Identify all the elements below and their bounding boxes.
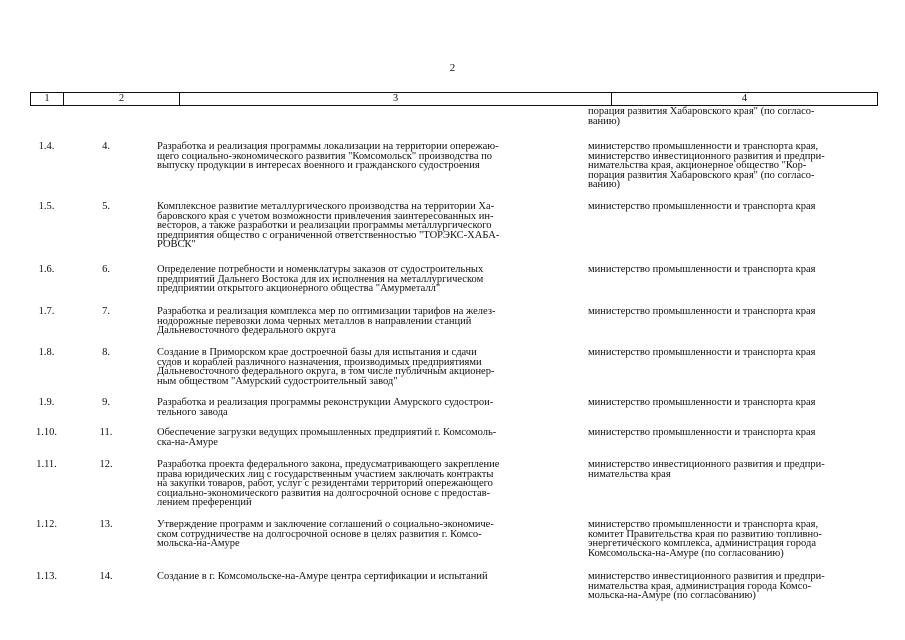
row-number: 1.5. bbox=[38, 201, 55, 212]
row-description: Разработка и реализация комплекса мер по оптимизации тарифов на желез- нодорожные перевозки лома черных металлов в направлении станций Дальневосточного федерального округа bbox=[157, 306, 496, 336]
row-responsible: министерство промышленности и транспорта края, комитет Правительства края по развитию топливно- энергетического комплекса, администрация города Комсомольска-на-Амуре (по согласованию) bbox=[588, 519, 822, 559]
row-number: 1.12. bbox=[36, 519, 57, 530]
row-index: 12. bbox=[99, 459, 113, 470]
row-responsible: министерство промышленности и транспорта края bbox=[588, 347, 816, 358]
row-number: 1.13. bbox=[36, 571, 57, 582]
row-index: 7. bbox=[102, 306, 110, 317]
row-index: 5. bbox=[102, 201, 110, 212]
row-number: 1.8. bbox=[38, 347, 55, 358]
row-description: Комплексное развитие металлургического производства на территории Ха- баровского края с учетом возможности привлечения заинтересованных ин- весторов, а также разработки и реализации программы металлургического предприятия общество с ограниченной ответственностью "ТОРЭКС-ХАБА- РОВСК" bbox=[157, 201, 500, 250]
header-col-1: 1 bbox=[31, 93, 64, 105]
row-responsible: министерство промышленности и транспорта края bbox=[588, 264, 816, 275]
table-header bbox=[30, 92, 878, 106]
header-col-3: 3 bbox=[180, 93, 612, 105]
header-col-4: 4 bbox=[741, 93, 748, 104]
row-responsible: министерство инвестиционного развития и предпри- нимательства края bbox=[588, 459, 825, 480]
row-description: Разработка проекта федерального закона, предусматривающего закрепление права юридических лиц с государственным участием заключать контракты на закупки товаров, работ, услуг с резидентами территорий опережающего социально-экономического развития на долгосрочной основе с предостав- лением преференций bbox=[157, 459, 500, 508]
row-description: Определение потребности и номенклатуры заказов от судостроительных предприятий Дальнего Востока для их исполнения на металлургическом предприятии открытого акционерного общества "Амурметалл" bbox=[157, 264, 484, 294]
row-description: Обеспечение загрузки ведущих промышленных предприятий г. Комсомоль- ска-на-Амуре bbox=[157, 427, 497, 448]
row-number: 1.10. bbox=[36, 427, 57, 438]
row-responsible: министерство промышленности и транспорта края bbox=[588, 306, 816, 317]
row-number: 1.11. bbox=[36, 459, 57, 470]
row-responsible: министерство промышленности и транспорта края bbox=[588, 397, 816, 408]
row-responsible: министерство инвестиционного развития и предпри- нимательства края, администрация города Комсо- мольска-на-Амуре (по согласованию) bbox=[588, 571, 825, 601]
row-index: 11. bbox=[99, 427, 113, 438]
row-number: 1.4. bbox=[38, 141, 55, 152]
continuation-text: порация развития Хабаровского края" (по согласо- ванию) bbox=[588, 106, 815, 127]
header-col-2: 2 bbox=[64, 93, 180, 105]
row-index: 6. bbox=[102, 264, 110, 275]
row-responsible: министерство промышленности и транспорта края bbox=[588, 201, 816, 212]
row-number: 1.9. bbox=[38, 397, 55, 408]
row-description: Создание в г. Комсомольске-на-Амуре центра сертификации и испытаний bbox=[157, 571, 488, 582]
row-number: 1.7. bbox=[38, 306, 55, 317]
row-description: Разработка и реализация программы реконструкции Амурского судострои- тельного завода bbox=[157, 397, 494, 418]
row-description: Разработка и реализация программы локализации на территории опережаю- щего социально-экономического развития "Комсомольск" производства по выпуску продукции в интересах военного и гражданского судостроения bbox=[157, 141, 499, 171]
row-responsible: министерство промышленности и транспорта края bbox=[588, 427, 816, 438]
row-index: 14. bbox=[99, 571, 113, 582]
page-number: 2 bbox=[449, 62, 456, 74]
row-index: 8. bbox=[102, 347, 110, 358]
row-description: Утверждение программ и заключение соглашений о социально-экономиче- ском сотрудничестве на долгосрочной основе в целях развития г. Комсо- мольска-на-Амуре bbox=[157, 519, 494, 549]
row-index: 13. bbox=[99, 519, 113, 530]
row-responsible: министерство промышленности и транспорта края, министерство инвестиционного развития и предпри- нимательства края, акционерное общество "Кор- порация развития Хабаровского края" (по согласо- ванию) bbox=[588, 141, 825, 190]
row-index: 9. bbox=[102, 397, 110, 408]
row-index: 4. bbox=[102, 141, 110, 152]
row-description: Создание в Приморском крае достроечной базы для испытания и сдачи судов и кораблей различного назначения, производимых предприятиями Дальневосточного федерального округа, в том числе публичным акционер- ным обществом "Амурский судостроительный завод" bbox=[157, 347, 495, 387]
row-number: 1.6. bbox=[38, 264, 55, 275]
